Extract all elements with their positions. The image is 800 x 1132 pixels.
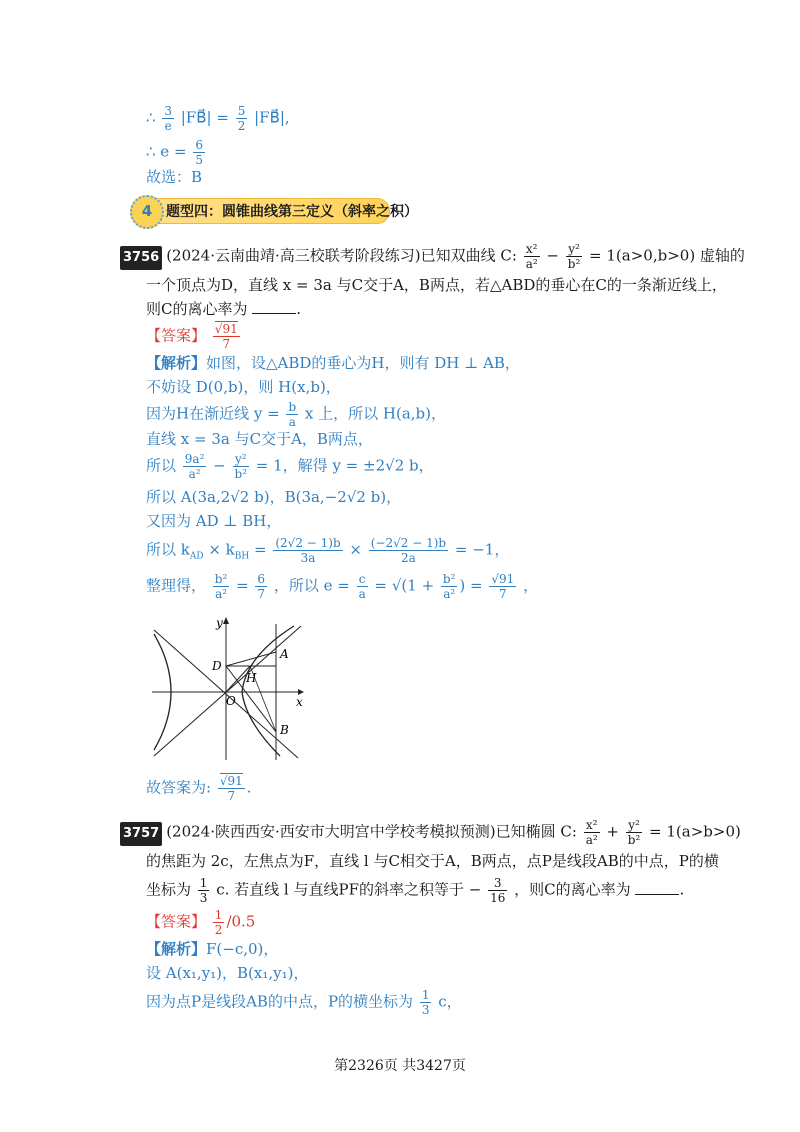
q2-answer: 【答案】 $\frac{1}{2}$ /0.5	[146, 908, 256, 937]
q1-line-3: 则C的离心率为 .	[146, 300, 302, 318]
q1-analysis-8: 所以 $k_{AD} \times k_{BH}$ = $\frac{(2√2 - 1)b}{3a}$ × $\frac{(-2√2 - 1)b}{2a}$ = −1，	[146, 536, 510, 565]
q1-final: 故答案为: $\frac{√91}{7}$ .	[146, 774, 252, 803]
q1-line-1: 3756 (2024·云南曲靖·高三校联考阶段练习)已知双曲线 C: $\frac{\text{x²}}{\text{a²}}$ − $\frac{\text{y²}}{\text{b²}}$ = 1(a>0,b>0) 虚轴的	[120, 242, 745, 271]
q1-line-2: 一个顶点为D，直线 x = 3a 与C交于A，B两点，若△ABD的垂心在C的一条渐近线上，	[146, 276, 727, 294]
label-x: x	[296, 695, 303, 709]
question-number: 3756	[120, 246, 162, 270]
top-line-1: ∴ $\frac{3}{e}$ |FB⃗| = $\frac{5}{2}$ |FB⃗|,	[146, 104, 290, 133]
label-D: D	[212, 659, 222, 673]
q1-analysis-5: 所以 $\frac{\text{9a²}}{\text{a²}}$ − $\frac{\text{y²}}{\text{b²}}$ = 1，解得 y = ±2√2 b，	[146, 452, 434, 481]
q1-analysis-7: 又因为 AD ⊥ BH，	[146, 512, 282, 530]
section-title: 题型四：圆锥曲线第三定义（斜率之积）	[166, 204, 418, 220]
label-y: y	[216, 616, 223, 630]
top-line-3: 故选：B	[146, 168, 203, 186]
answer-blank	[252, 299, 296, 314]
q2-line-2: 的焦距为 2c，左焦点为F，直线 l 与C相交于A，B两点，点P是线段AB的中点，P的横	[146, 852, 719, 870]
q2-analysis-1: 【解析】F(−c,0)，	[146, 940, 279, 958]
hyperbola-figure	[146, 612, 316, 762]
label-B: B	[280, 723, 289, 737]
section-banner	[141, 198, 418, 224]
q1-analysis-3: 因为H在渐近线 y = $\frac{b}{a}$ x 上，所以 H(a,b)，	[146, 400, 447, 429]
q2-analysis-2: 设 A(x₁,y₁)，B(x₁,y₁)，	[146, 964, 309, 982]
q2-line-3: 坐标为 $\frac{1}{3}$ c. 若直线 l 与直线PF的斜率之积等于 − $\frac{3}{16}$ ，则C的离心率为 .	[146, 876, 685, 905]
q1-analysis-4: 直线 x = 3a 与C交于A，B两点，	[146, 430, 373, 448]
q1-answer: 【答案】 $\frac{√91}{7}$	[146, 322, 238, 351]
q1-analysis-9: 整理得， $\frac{\text{b²}}{\text{a²}}$ = $\frac{6}{7}$ ，所以 e = $\frac{c}{a}$ = √(1 + $\frac{\text{b²}}{\text{a²}}$ ) = $\frac{√91}{7}$ ，	[146, 572, 539, 601]
q1-analysis-1: 【解析】如图，设△ABD的垂心为H，则有 DH ⊥ AB，	[146, 354, 520, 372]
answer-blank	[635, 880, 679, 895]
section-number-badge: 4	[130, 195, 164, 229]
label-O: O	[226, 694, 236, 708]
label-A: A	[280, 647, 289, 661]
label-H: H	[246, 671, 257, 685]
q2-line-1: 3757 (2024·陕西西安·西安市大明宫中学校考模拟预测)已知椭圆 C: $\frac{\text{x²}}{\text{a²}}$ + $\frac{\text{y²}}{\text{b²}}$ = 1(a>b>0)	[120, 818, 741, 847]
q1-analysis-6: 所以 A(3a,2√2 b)，B(3a,−2√2 b)，	[146, 488, 402, 506]
q1-analysis-2: 不妨设 D(0,b)，则 H(x,b)，	[146, 378, 341, 396]
question-number: 3757	[120, 822, 162, 846]
q2-analysis-3: 因为点P是线段AB的中点，P的横坐标为 $\frac{1}{3}$ c，	[146, 988, 462, 1017]
page-footer: 第2326页 共3427页	[334, 1058, 466, 1074]
top-line-2: ∴ e = $\frac{6}{5}$	[146, 138, 203, 167]
